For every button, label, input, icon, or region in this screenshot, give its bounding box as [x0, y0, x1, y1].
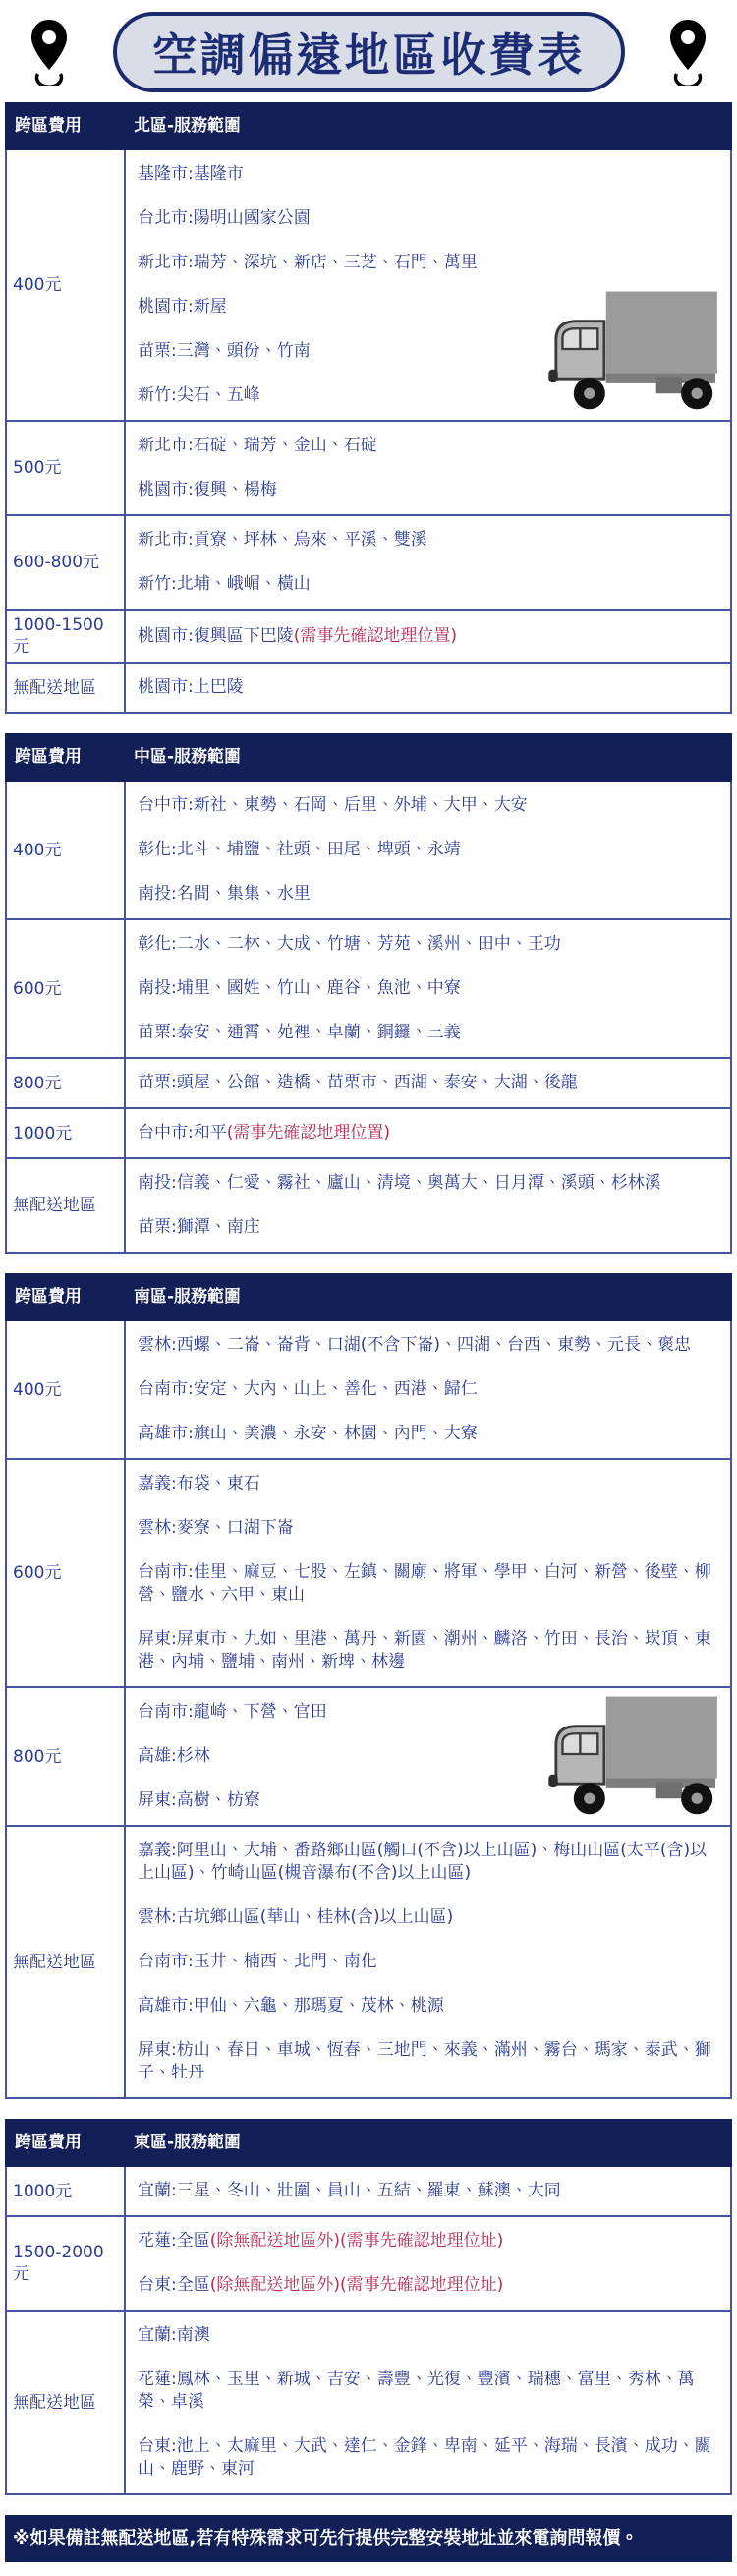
area-line	[138, 1368, 720, 1412]
fee-table-east	[5, 2119, 732, 2495]
service-area-cell	[125, 1320, 731, 1459]
area-text: 雲林:麥寮、口湖下崙	[138, 1518, 294, 1538]
delivery-truck-icon	[545, 1689, 724, 1819]
fee-amount: 500元	[6, 421, 125, 515]
area-text: 苗栗:三灣、頭份、竹南	[138, 341, 311, 361]
fee-row	[6, 610, 731, 663]
fee-amount: 1000元	[6, 1108, 125, 1158]
area-line	[138, 1111, 720, 1155]
footer-note: ※如果備註無配送地區,若有特殊需求可先行提供完整安裝地址並來電詢問報價。	[5, 2515, 732, 2562]
area-line	[138, 152, 720, 197]
fee-row	[6, 515, 731, 610]
table-header-row	[6, 1274, 731, 1320]
fee-amount: 600-800元	[6, 515, 125, 610]
service-area-cell	[125, 421, 731, 515]
area-text: 嘉義:阿里山、大埔、番路鄉山區(觸口(不含)以上山區)、梅山山區(太平(含)以上山區)、竹崎山區(槻音瀑布(不含)以上山區)	[138, 1841, 708, 1883]
page-header	[0, 0, 737, 102]
area-line	[138, 2219, 720, 2263]
area-note-red: (除無配送地區外)(需事先確認地理位址)	[209, 2275, 504, 2295]
page-title: 空調偏遠地區收費表	[113, 12, 625, 92]
area-text: 屏東:高樹、枋寮	[138, 1790, 260, 1810]
area-text: 桃園市:新屋	[138, 297, 227, 317]
area-text: 桃園市:上巴陵	[138, 677, 244, 697]
fee-amount: 400元	[6, 1320, 125, 1459]
area-line	[138, 562, 720, 607]
fee-row	[6, 2311, 731, 2494]
area-line	[138, 2169, 720, 2213]
fee-amount: 800元	[6, 1058, 125, 1108]
area-line	[138, 2425, 720, 2491]
area-line	[138, 666, 720, 710]
fee-amount: 無配送地區	[6, 2311, 125, 2494]
fee-row	[6, 663, 731, 713]
fee-row	[6, 1158, 731, 1253]
service-area-cell	[125, 515, 731, 610]
area-line	[138, 518, 720, 562]
area-text: 雲林:古坑鄉山區(華山、桂林(含)以上山區)	[138, 1907, 454, 1927]
fee-amount: 800元	[6, 1687, 125, 1826]
area-text: 花蓮:全區	[138, 2231, 210, 2251]
area-line	[138, 1896, 720, 1940]
area-line	[138, 1011, 720, 1055]
fee-column-header: 跨區費用	[6, 734, 125, 781]
area-line	[138, 966, 720, 1011]
area-line	[138, 197, 720, 241]
area-line	[138, 241, 720, 285]
fee-amount: 無配送地區	[6, 1158, 125, 1253]
fee-row	[6, 919, 731, 1058]
area-line	[138, 1829, 720, 1896]
location-pin-icon	[29, 19, 69, 86]
area-text: 苗栗:泰安、通霄、苑裡、卓蘭、銅鑼、三義	[138, 1023, 461, 1042]
location-pin-icon	[668, 19, 708, 86]
fee-amount: 400元	[6, 781, 125, 919]
area-text: 高雄:杉林	[138, 1746, 210, 1766]
area-text: 南投:埔里、國姓、竹山、鹿谷、魚池、中寮	[138, 978, 461, 998]
fee-row	[6, 781, 731, 919]
area-line	[138, 1984, 720, 2028]
service-area-cell	[125, 1108, 731, 1158]
area-text: 台北市:陽明山國家公園	[138, 208, 311, 228]
area-text: 嘉義:布袋、東石	[138, 1474, 260, 1493]
fee-row	[6, 1320, 731, 1459]
area-text: 南投:信義、仁愛、霧社、廬山、清境、奧萬大、日月潭、溪頭、杉林溪	[138, 1173, 661, 1193]
fee-amount: 1500-2000元	[6, 2216, 125, 2311]
area-note-red: (需事先確認地理位置)	[226, 1123, 390, 1142]
service-area-cell	[125, 1058, 731, 1108]
area-note-red: (需事先確認地理位置)	[293, 625, 457, 646]
fee-amount: 1000-1500元	[6, 610, 125, 663]
table-header-row	[6, 734, 731, 781]
region-column-header: 南區-服務範圍	[125, 1274, 731, 1320]
area-line	[138, 1205, 720, 1250]
fee-table-south	[5, 1273, 732, 2099]
service-area-cell	[125, 663, 731, 713]
area-line	[138, 1412, 720, 1456]
area-text: 彰化:北斗、埔鹽、社頭、田尾、埤頭、永靖	[138, 840, 461, 859]
area-line	[138, 1940, 720, 1984]
area-text: 基隆市:基隆市	[138, 164, 244, 184]
fee-amount: 無配送地區	[6, 663, 125, 713]
service-area-cell	[125, 781, 731, 919]
area-text: 宜蘭:三星、冬山、壯圍、員山、五結、羅東、蘇澳、大同	[138, 2181, 561, 2200]
area-text: 新北市:瑞芳、深坑、新店、三芝、石門、萬里	[138, 253, 478, 272]
fee-amount: 400元	[6, 149, 125, 421]
area-text: 台南市:佳里、麻豆、七股、左鎮、關廟、將軍、學甲、白河、新營、後壁、柳營、鹽水、六甲、東山	[138, 1562, 711, 1605]
area-line	[138, 1323, 720, 1368]
area-line	[138, 424, 720, 468]
area-text: 花蓮:鳳林、玉里、新城、吉安、壽豐、光復、豐濱、瑞穗、富里、秀林、萬榮、卓溪	[138, 2370, 695, 2412]
service-area-cell	[125, 1826, 731, 2098]
service-area-cell	[125, 1459, 731, 1687]
area-text: 桃園市:復興區下巴陵	[138, 625, 294, 646]
fee-row	[6, 1826, 731, 2098]
area-line	[138, 2313, 720, 2358]
area-line	[138, 1161, 720, 1205]
fee-row	[6, 1459, 731, 1687]
area-text: 台南市:安定、大內、山上、善化、西港、歸仁	[138, 1379, 478, 1399]
fee-row	[6, 1108, 731, 1158]
area-text: 高雄市:旗山、美濃、永安、林園、內門、大寮	[138, 1424, 478, 1443]
table-header-row	[6, 103, 731, 149]
fee-column-header: 跨區費用	[6, 103, 125, 149]
area-note-red: (除無配送地區外)(需事先確認地理位址)	[209, 2231, 504, 2251]
fee-table-central	[5, 733, 732, 1254]
area-line	[138, 615, 720, 659]
area-text: 苗栗:獅潭、南庄	[138, 1217, 260, 1237]
area-line	[138, 2028, 720, 2095]
service-area-cell	[125, 610, 731, 663]
fee-table-north	[5, 102, 732, 714]
area-text: 台南市:龍崎、下營、官田	[138, 1702, 327, 1722]
area-line	[138, 2358, 720, 2425]
service-area-cell	[125, 2311, 731, 2494]
area-line	[138, 784, 720, 828]
area-line	[138, 1551, 720, 1617]
fee-row	[6, 421, 731, 515]
delivery-truck-icon	[545, 284, 724, 414]
area-line	[138, 1617, 720, 1684]
region-column-header: 北區-服務範圍	[125, 103, 731, 149]
area-line	[138, 872, 720, 916]
area-text: 屏東:枋山、春日、車城、恆春、三地門、來義、滿州、霧台、瑪家、泰武、獅子、牡丹	[138, 2040, 711, 2082]
fee-row	[6, 2216, 731, 2311]
area-line	[138, 922, 720, 966]
fee-row	[6, 149, 731, 421]
area-line	[138, 468, 720, 512]
area-text: 台中市:新社、東勢、石岡、后里、外埔、大甲、大安	[138, 795, 528, 815]
area-text: 台東:池上、太麻里、大武、達仁、金鋒、卑南、延平、海瑞、長濱、成功、關山、鹿野、東河	[138, 2436, 711, 2479]
area-line	[138, 1061, 720, 1105]
fee-amount: 1000元	[6, 2166, 125, 2216]
service-area-cell	[125, 149, 731, 421]
fee-row	[6, 1058, 731, 1108]
fee-amount: 600元	[6, 1459, 125, 1687]
fee-column-header: 跨區費用	[6, 2120, 125, 2166]
service-area-cell	[125, 1158, 731, 1253]
area-text: 高雄市:甲仙、六龜、那瑪夏、茂林、桃源	[138, 1996, 444, 2016]
area-text: 台中市:和平	[138, 1123, 227, 1142]
area-text: 宜蘭:南澳	[138, 2325, 210, 2345]
area-text: 新北市:貢寮、坪林、烏來、平溪、雙溪	[138, 530, 427, 550]
area-text: 新竹:北埔、峨嵋、橫山	[138, 574, 311, 594]
table-header-row	[6, 2120, 731, 2166]
service-area-cell	[125, 2166, 731, 2216]
service-area-cell	[125, 919, 731, 1058]
area-text: 苗栗:頭屋、公館、造橋、苗栗市、西湖、泰安、大湖、後龍	[138, 1073, 578, 1092]
area-text: 台東:全區	[138, 2275, 210, 2295]
area-text: 台南市:玉井、楠西、北門、南化	[138, 1952, 377, 1971]
area-text: 新竹:尖石、五峰	[138, 385, 260, 405]
fee-amount: 無配送地區	[6, 1826, 125, 2098]
area-line	[138, 1506, 720, 1551]
service-area-cell	[125, 1687, 731, 1826]
fee-row	[6, 1687, 731, 1826]
service-area-cell	[125, 2216, 731, 2311]
region-column-header: 中區-服務範圍	[125, 734, 731, 781]
area-line	[138, 1462, 720, 1506]
fee-column-header: 跨區費用	[6, 1274, 125, 1320]
fee-amount: 600元	[6, 919, 125, 1058]
area-text: 南投:名間、集集、水里	[138, 884, 311, 904]
area-line	[138, 2263, 720, 2308]
area-text: 新北市:石碇、瑞芳、金山、石碇	[138, 436, 377, 455]
area-text: 屏東:屏東市、九如、里港、萬丹、新園、潮州、麟洛、竹田、長治、崁頂、東港、內埔、鹽埔、南州、新埤、林邊	[138, 1629, 711, 1671]
area-text: 彰化:二水、二林、大成、竹塘、芳苑、溪州、田中、王功	[138, 934, 561, 954]
fee-row	[6, 2166, 731, 2216]
area-text: 桃園市:復興、楊梅	[138, 480, 277, 499]
region-column-header: 東區-服務範圍	[125, 2120, 731, 2166]
area-line	[138, 828, 720, 872]
area-text: 雲林:西螺、二崙、崙背、口湖(不含下崙)、四湖、台西、東勢、元長、褒忠	[138, 1335, 691, 1355]
